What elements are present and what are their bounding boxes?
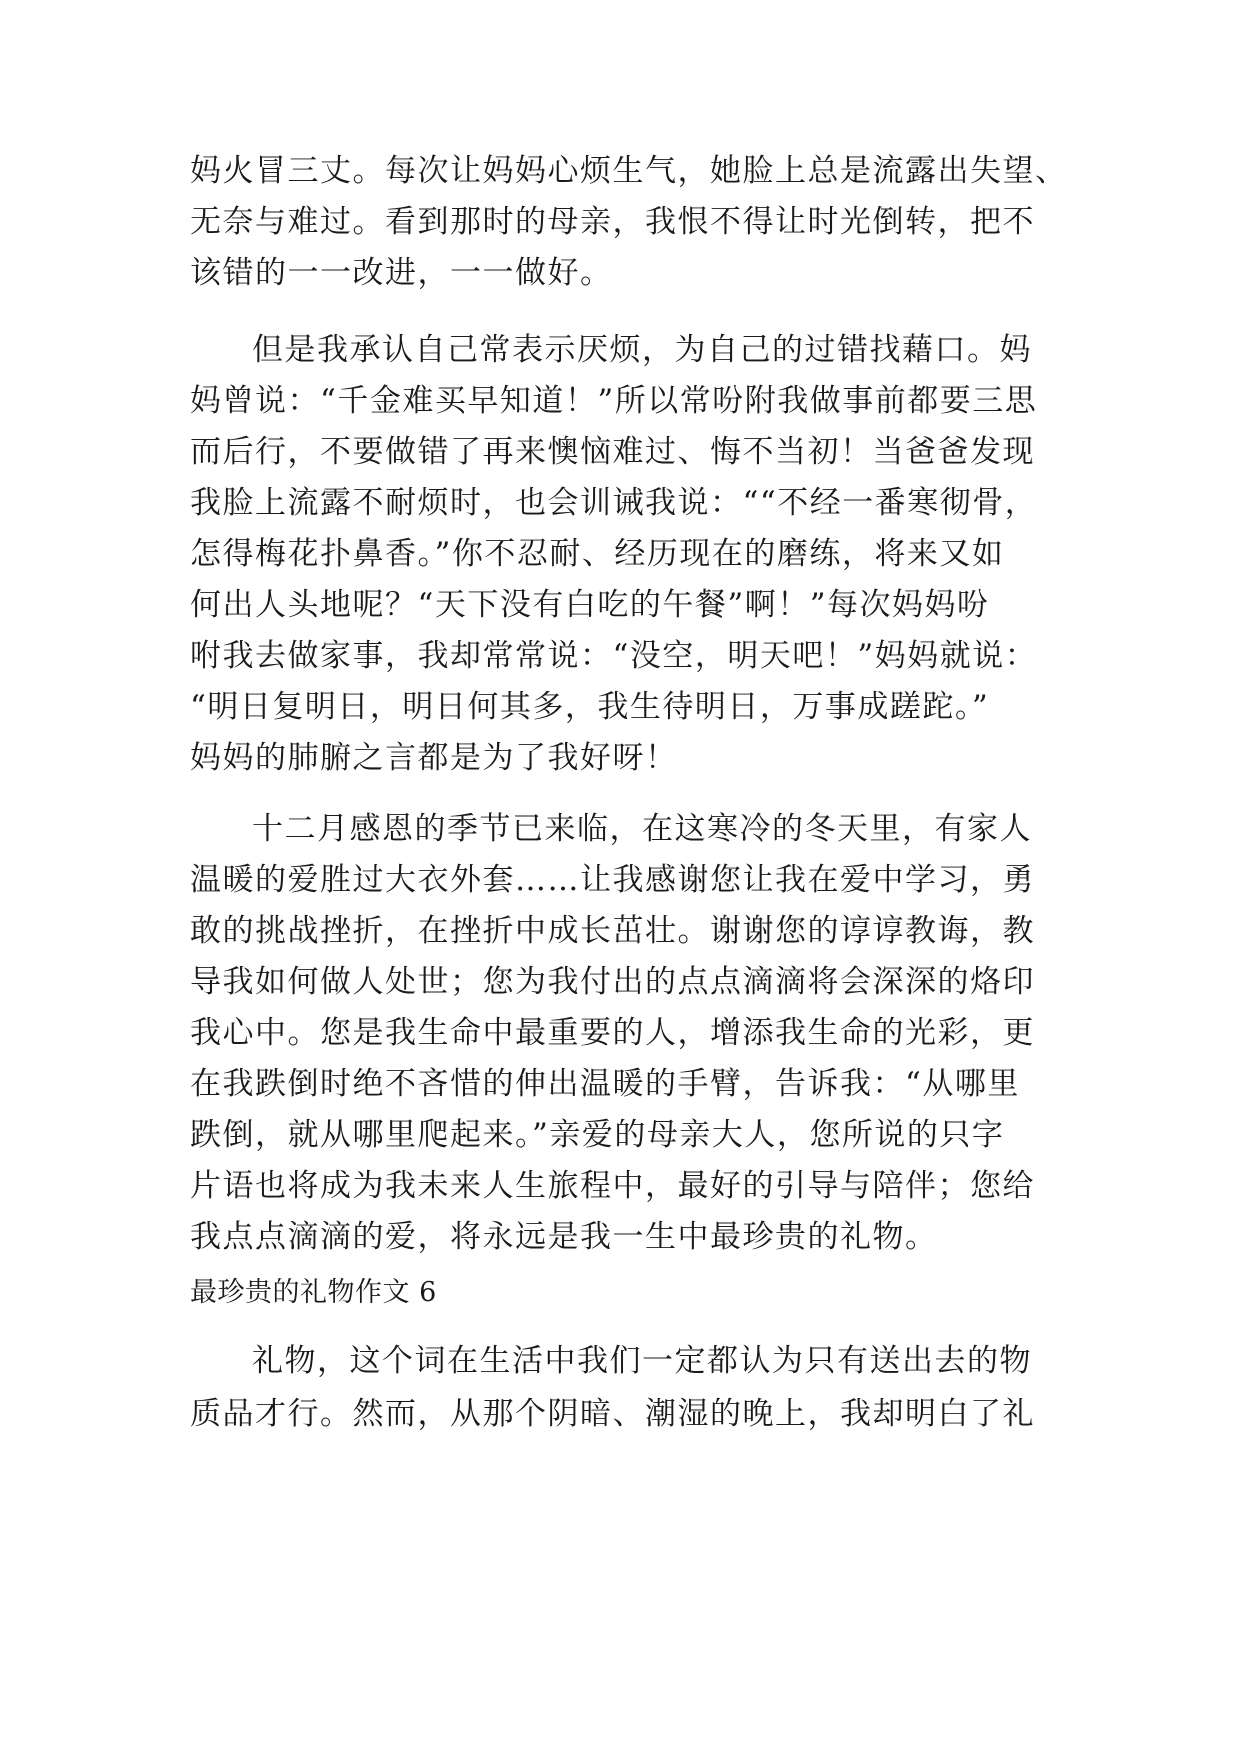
paragraph-line: 质品才行。然而，从那个阴暗、潮湿的晚上，我却明白了礼 xyxy=(190,1396,1035,1432)
paragraph-line: 十二月感恩的季节已来临，在这寒冷的冬天里，有家人 xyxy=(252,811,1032,847)
paragraph-line: 而后行，不要做错了再来懊恼难过、悔不当初！当爸爸发现 xyxy=(190,434,1035,470)
paragraph-line: 妈妈的肺腑之言都是为了我好呀！ xyxy=(190,740,678,776)
paragraph-line: 片语也将成为我未来人生旅程中，最好的引导与陪伴；您给 xyxy=(190,1168,1035,1204)
paragraph-line: 我点点滴滴的爱，将永远是我一生中最珍贵的礼物。 xyxy=(190,1219,938,1255)
paragraph-line: 妈曾说：“千金难买早知道！”所以常吩附我做事前都要三思 xyxy=(190,383,1038,419)
paragraph-line: 礼物，这个词在生活中我们一定都认为只有送出去的物 xyxy=(252,1343,1032,1379)
paragraph-line: “明日复明日，明日何其多，我生待明日，万事成蹉跎。” xyxy=(190,689,990,725)
paragraph-line: 敢的挑战挫折，在挫折中成长茁壮。谢谢您的谆谆教诲，教 xyxy=(190,913,1035,949)
paragraph-line: 我心中。您是我生命中最重要的人，增添我生命的光彩，更 xyxy=(190,1015,1035,1051)
paragraph-line: 在我跌倒时绝不吝惜的伸出温暖的手臂，告诉我：“从哪里 xyxy=(190,1066,1020,1102)
paragraph-line: 该错的一一改进，一一做好。 xyxy=(190,255,613,291)
paragraph-line: 怎得梅花扑鼻香。”你不忍耐、经历现在的磨练，将来又如 xyxy=(190,536,1005,572)
paragraph-line: 咐我去做家事，我却常常说：“没空，明天吧！”妈妈就说： xyxy=(190,638,1038,674)
paragraph-line: 温暖的爱胜过大衣外套……让我感谢您让我在爱中学习，勇 xyxy=(190,862,1035,898)
paragraph-line: 跌倒，就从哪里爬起来。”亲爱的母亲大人，您所说的只字 xyxy=(190,1117,1005,1153)
paragraph-line: 无奈与难过。看到那时的母亲，我恨不得让时光倒转，把不 xyxy=(190,204,1035,240)
paragraph-line: 导我如何做人处世；您为我付出的点点滴滴将会深深的烙印 xyxy=(190,964,1035,1000)
section-heading: 最珍贵的礼物作文 6 xyxy=(190,1277,437,1308)
paragraph-line: 妈火冒三丈。每次让妈妈心烦生气，她脸上总是流露出失望、 xyxy=(190,153,1068,189)
paragraph-line: 何出人头地呢？“天下没有白吃的午餐”啊！”每次妈妈吩 xyxy=(190,587,990,623)
paragraph-line: 我脸上流露不耐烦时，也会训诫我说：““不经一番寒彻骨， xyxy=(190,485,1038,521)
paragraph-line: 但是我承认自己常表示厌烦，为自己的过错找藉口。妈 xyxy=(252,332,1032,368)
